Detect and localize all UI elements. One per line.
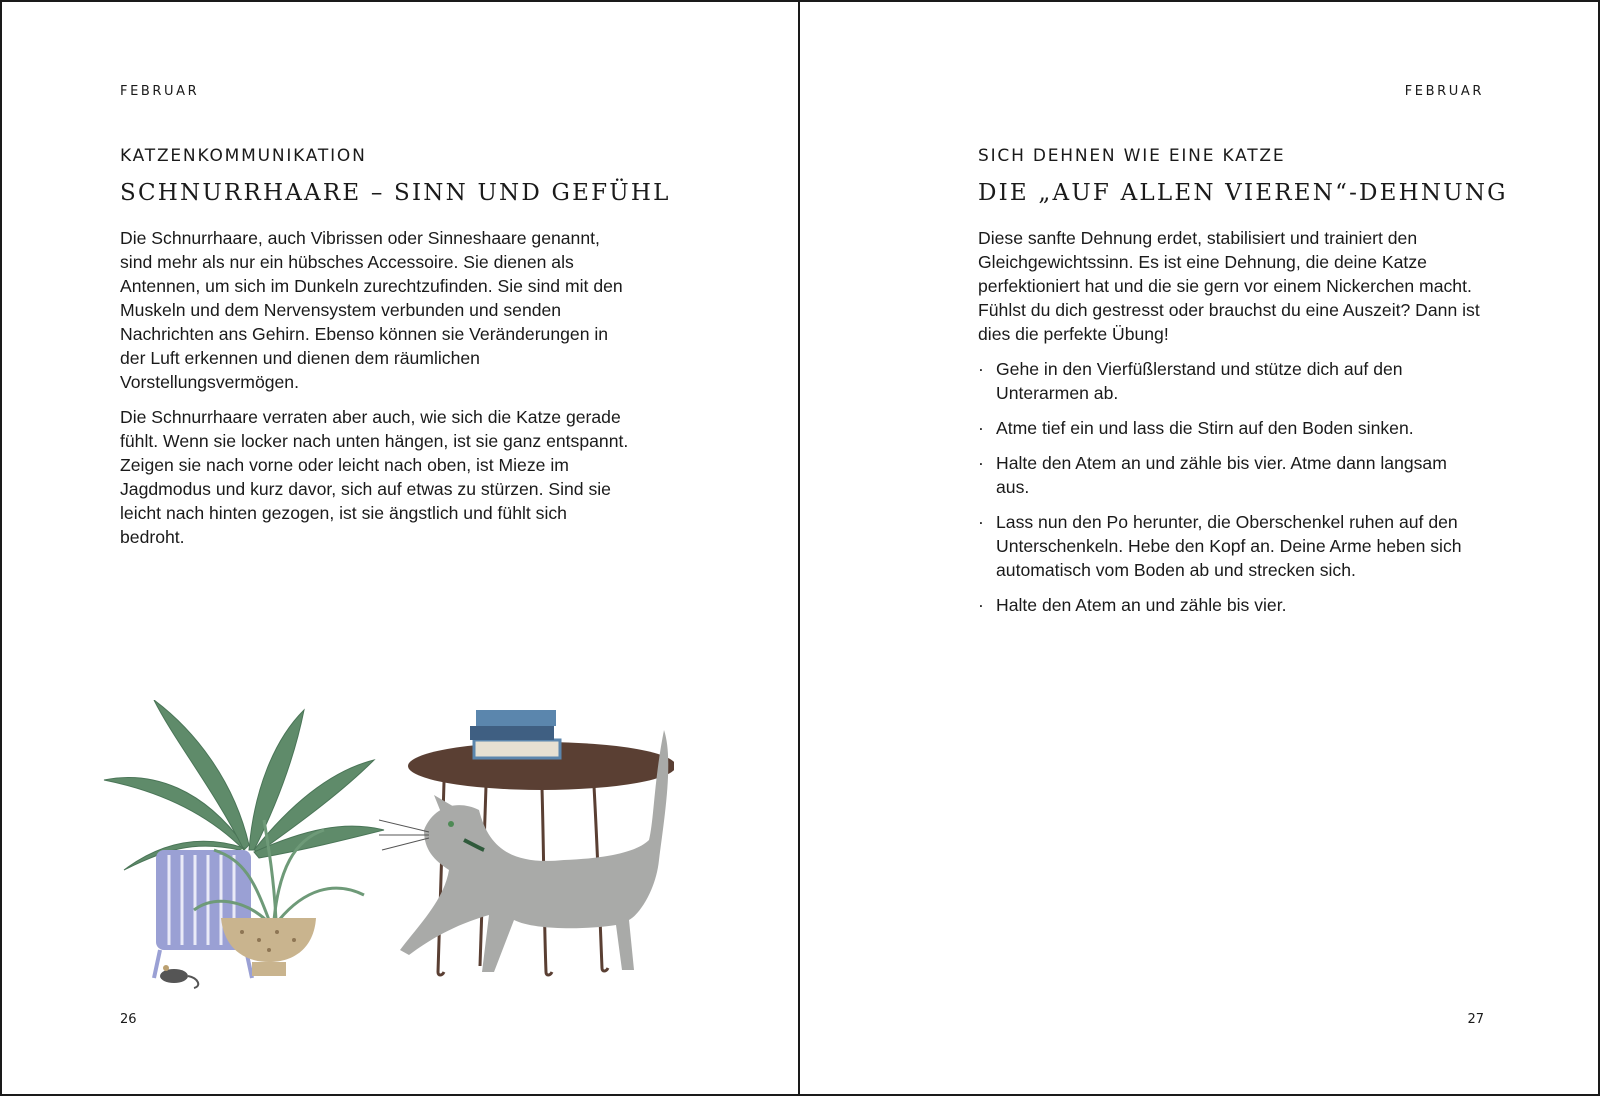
running-head: FEBRUAR <box>1404 84 1484 99</box>
bullet-icon: · <box>978 512 984 532</box>
step-list <box>978 357 1483 617</box>
list-item: · Gehe in den Vierfüßlerstand und stütze dich auf den Unterarmen ab. <box>978 359 1403 403</box>
body-text <box>120 226 630 560</box>
page-number: 27 <box>1467 1012 1484 1027</box>
bullet-icon: · <box>978 418 984 438</box>
section-kicker: KATZENKOMMUNIKATION <box>120 146 367 166</box>
plant-leaves-icon <box>104 700 384 870</box>
section-kicker: SICH DEHNEN WIE EINE KATZE <box>978 146 1286 166</box>
paragraph: Die Schnurrhaare, auch Vibrissen oder Sinneshaare genannt, sind mehr als nur ein hübsches Accessoire. Sie dienen als Antennen, um sich im Dunkeln zurechtzufinden. Sie sind mit den Muskeln und dem Nervensystem verbunden und senden Nachrichten ans Gehirn. Ebenso können sie Veränderungen in der Luft erkennen und dienen dem räumlichen Vorstellungsvermögen. <box>120 228 623 392</box>
section-heading: DIE „AUF ALLEN VIEREN“-DEHNUNG <box>978 180 1508 206</box>
list-item: · Lass nun den Po herunter, die Oberschenkel ruhen auf den Unterschenkeln. Hebe den Kopf an. Deine Arme heben sich automatisch vom Boden ab und strecken sich. <box>978 512 1462 580</box>
intro-paragraph: Diese sanfte Dehnung erdet, stabilisiert und trainiert den Gleichgewichtssinn. Es ist eine Dehnung, die deine Katze perfektioniert hat und die sie gern vor einem Nickerchen macht. Fühlst du dich gestresst oder brauchst du eine Auszeit? Dann ist dies die perfekte Übung! <box>978 228 1480 344</box>
paragraph: Die Schnurrhaare verraten aber auch, wie sich die Katze gerade fühlt. Wenn sie locker nach unten hängen, ist sie ganz entspannt. Zeigen sie nach vorne oder leicht nach oben, ist Mieze im Jagdmodus und kurz davor, sich auf etwas zu stürzen. Sind sie leicht nach hinten gezogen, ist sie ängstlich und fühlt sich bedroht. <box>120 407 629 547</box>
list-item: · Atme tief ein und lass die Stirn auf den Boden sinken. <box>978 418 1414 438</box>
list-item: · Halte den Atem an und zähle bis vier. <box>978 595 1287 615</box>
toy-mouse-icon <box>160 965 198 988</box>
running-head: FEBRUAR <box>120 84 200 99</box>
book-stack-icon <box>470 710 560 758</box>
cat-plants-illustration <box>94 700 674 1012</box>
page-number: 26 <box>120 1012 137 1027</box>
right-page <box>800 2 1598 1094</box>
bullet-icon: · <box>978 359 984 379</box>
tan-pot-icon <box>221 918 316 976</box>
bullet-icon: · <box>978 453 984 473</box>
section-heading: SCHNURRHAARE – SINN UND GEFÜHL <box>120 180 671 206</box>
bullet-icon: · <box>978 595 984 615</box>
lavender-pot-icon <box>154 850 252 978</box>
body-text <box>978 226 1483 628</box>
list-item: · Halte den Atem an und zähle bis vier. Atme dann langsam aus. <box>978 453 1447 497</box>
left-page <box>2 2 800 1094</box>
